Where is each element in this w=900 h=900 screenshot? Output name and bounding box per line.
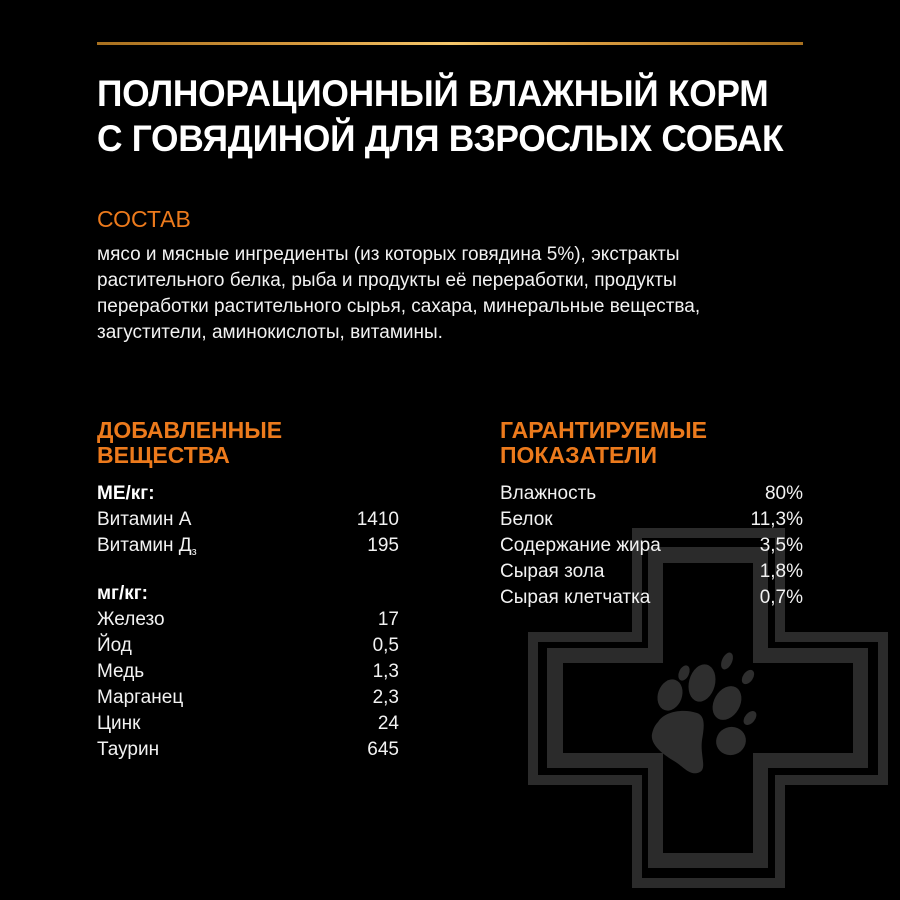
- guaranteed-heading-line-2: ПОКАЗАТЕЛИ: [500, 442, 658, 468]
- composition-line: переработки растительного сырья, сахара, минеральные вещества,: [97, 296, 701, 317]
- composition-line: загустители, аминокислоты, витамины.: [97, 322, 443, 343]
- composition-line: растительного белка, рыба и продукты её переработки, продукты: [97, 270, 677, 291]
- title-line-2: С ГОВЯДИНОЙ ДЛЯ ВЗРОСЛЫХ СОБАК: [97, 118, 784, 159]
- row-value: 24: [377, 713, 399, 734]
- row-name: Содержание жира: [500, 535, 661, 556]
- additives-heading-line-2: ВЕЩЕСТВА: [97, 442, 230, 468]
- row-name: Витамин $Д_з$: [97, 535, 197, 558]
- row-name: Железо: [97, 609, 165, 630]
- row-value: 11,3%: [750, 509, 803, 530]
- table-row: [500, 559, 803, 585]
- additives-heading-line-1: ДОБАВЛЕННЫЕ: [97, 417, 283, 443]
- table-row: [500, 481, 803, 507]
- table-row: [500, 585, 803, 611]
- guaranteed-heading-line-1: ГАРАНТИРУЕМЫЕ: [500, 417, 708, 443]
- row-name: Марганец: [97, 687, 184, 708]
- row-value: 1,3: [372, 661, 399, 682]
- row-name: Влажность: [500, 483, 597, 504]
- row-name: Витамин А: [97, 509, 192, 530]
- row-value: 1410: [356, 509, 399, 530]
- row-value: 195: [367, 535, 399, 556]
- row-name: Медь: [97, 661, 145, 682]
- row-value: 3,5%: [759, 535, 803, 556]
- composition-heading: СОСТАВ: [97, 206, 191, 232]
- row-name: Цинк: [97, 713, 141, 734]
- row-value: 17: [377, 609, 399, 630]
- row-name: Белок: [500, 509, 553, 530]
- guaranteed-table: [500, 481, 803, 611]
- row-value: 2,3: [372, 687, 399, 708]
- row-value: 80%: [764, 483, 803, 504]
- row-value: 0,7%: [759, 587, 803, 608]
- unit-label: мг/кг:: [97, 583, 148, 604]
- composition-line: мясо и мясные ингредиенты (из которых говядина 5%), экстракты: [97, 244, 680, 265]
- unit-label: МЕ/кг:: [97, 483, 155, 504]
- row-name: Таурин: [97, 739, 160, 760]
- row-name: Йод: [97, 635, 132, 656]
- row-value: 645: [367, 739, 399, 760]
- subscript: з: [191, 546, 197, 558]
- row-value: 0,5: [372, 635, 399, 656]
- table-row: [500, 533, 803, 559]
- title-line-1: ПОЛНОРАЦИОННЫЙ ВЛАЖНЫЙ КОРМ: [97, 73, 769, 114]
- row-name: Сырая клетчатка: [500, 587, 651, 608]
- table-row: [500, 507, 803, 533]
- row-name: Сырая зола: [500, 561, 605, 582]
- row-value: 1,8%: [759, 561, 803, 582]
